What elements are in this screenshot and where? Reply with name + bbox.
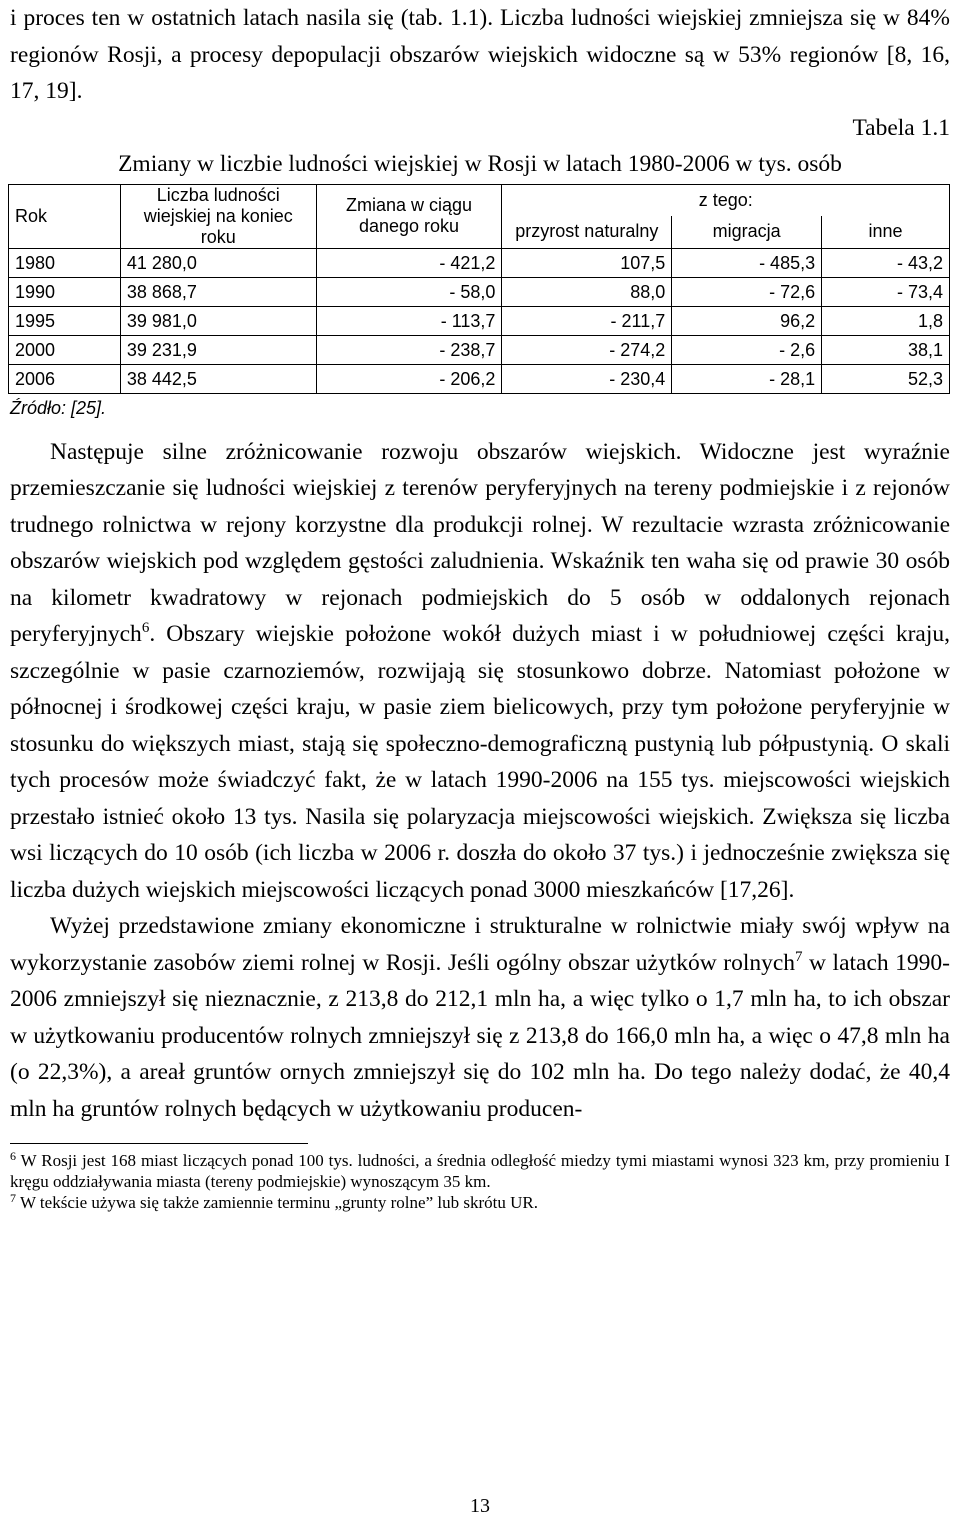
footnote-ref-7[interactable]: 7 (795, 948, 803, 965)
footnote-7 (10, 1192, 950, 1213)
header-natural: przyrost naturalny (502, 216, 672, 248)
header-of-which: z tego: (502, 184, 950, 216)
table-row (9, 306, 950, 335)
cell-year: 2000 (9, 335, 121, 364)
cell-year: 2006 (9, 364, 121, 393)
page-number: 13 (470, 1495, 490, 1517)
header-population: Liczba ludności wiejskiej na koniec roku (120, 184, 316, 248)
table-title: Zmiany w liczbie ludności wiejskiej w Rosji w latach 1980-2006 w tys. osób (118, 150, 842, 177)
cell-natural: - 211,7 (502, 306, 672, 335)
cell-population: 39 231,9 (120, 335, 316, 364)
cell-change: - 238,7 (316, 335, 502, 364)
cell-year: 1990 (9, 277, 121, 306)
header-year: Rok (9, 184, 121, 248)
header-other: inne (822, 216, 950, 248)
cell-other: 52,3 (822, 364, 950, 393)
footnote-text: W Rosji jest 168 miast liczących ponad 100 tys. ludności, a średnia odległość miedzy tymi miastami wynosi 323 km, przy promieniu I kręgu oddziaływania miasta (tereny podmiejskie) wynoszącym 35 km. (10, 1151, 950, 1191)
footnote-divider (10, 1143, 308, 1144)
table-row (9, 364, 950, 393)
paragraph-rural-differentiation (10, 434, 950, 909)
cell-other: 38,1 (822, 335, 950, 364)
cell-migration: 96,2 (672, 306, 822, 335)
cell-population: 38 442,5 (120, 364, 316, 393)
cell-other: - 73,4 (822, 277, 950, 306)
paragraph-text: Następuje silne zróżnicowanie rozwoju obszarów wiejskich. Widoczne jest wyraźnie przemieszczanie się ludności wiejskiej z terenów peryferyjnych na tereny podmiejskie i z rejonów trudnego rolnictwa w rejony korzystne dla produkcji rolnej. W rezultacie wzrasta zróżnicowanie obszarów wiejskich pod względem gęstości zaludnienia. Wskaźnik ten waha się od prawie 30 osób na kilometr kwadratowy w rejonach podmiejskich do 5 osób w oddalonych rejonach peryferyjnych (10, 438, 950, 647)
cell-year: 1980 (9, 248, 121, 277)
population-table (8, 184, 950, 394)
paragraph-land-use (10, 908, 950, 1127)
cell-change: - 113,7 (316, 306, 502, 335)
footnote-6 (10, 1150, 950, 1192)
cell-other: - 43,2 (822, 248, 950, 277)
cell-change: - 58,0 (316, 277, 502, 306)
cell-population: 39 981,0 (120, 306, 316, 335)
cell-other: 1,8 (822, 306, 950, 335)
cell-natural: 88,0 (502, 277, 672, 306)
cell-population: 41 280,0 (120, 248, 316, 277)
footnote-mark: 6 (10, 1149, 16, 1163)
table-header-row (9, 184, 950, 216)
cell-migration: - 2,6 (672, 335, 822, 364)
cell-year: 1995 (9, 306, 121, 335)
paragraph-text: Wyżej przedstawione zmiany ekonomiczne i strukturalne w rolnictwie miały swój wpływ na wykorzystanie zasobów ziemi rolnej w Rosji. Jeśli ogólny obszar użytków rolnych (10, 913, 950, 976)
table-row (9, 248, 950, 277)
table-number: Tabela 1.1 (852, 114, 950, 141)
footnotes (10, 1150, 950, 1213)
footnote-ref-6[interactable]: 6 (141, 620, 150, 636)
intro-paragraph: i proces ten w ostatnich latach nasila się (tab. 1.1). Liczba ludności wiejskiej zmniejsza się w 84% regionów Rosji, a procesy depopulacji obszarów wiejskich widoczne są w 53% regionów [8, 16, 17, 19]. (10, 5, 950, 104)
cell-migration: - 28,1 (672, 364, 822, 393)
table-row (9, 277, 950, 306)
cell-change: - 206,2 (316, 364, 502, 393)
cell-migration: - 72,6 (672, 277, 822, 306)
header-migration: migracja (672, 216, 822, 248)
paragraph-text: . Obszary wiejskie położone wokół dużych miast i w południowej części kraju, szczególnie w pasie czarnoziemów, rozwijają się stosunkowo dobrze. Natomiast położone w północnej i środkowej części kraju, w pasie ziem bielicowych, przy tym położone peryferyjnie w stosunku do większych miast, stają się społeczno-demograficzną pustynią lub półpustynią. O skali tych procesów może świadczyć fakt, że w latach 1990-2006 na 155 tys. miejscowości wiejskich przestało istnieć około 13 tys. Nasila się polaryzacja miejscowości wiejskich. Zwiększa się liczba wsi liczących do 10 osób (ich liczba w 2006 r. doszła do około 37 tys.) i jednocześnie zwiększa się liczba dużych wiejskich miejscowości liczących ponad 3000 mieszkańców [17,26]. (10, 621, 950, 903)
header-change: Zmiana w ciągu danego roku (316, 184, 502, 248)
footnote-text: W tekście używa się także zamiennie terminu „grunty rolne” lub skrótu UR. (16, 1193, 538, 1212)
table-row (9, 335, 950, 364)
page (10, 0, 950, 1213)
cell-migration: - 485,3 (672, 248, 822, 277)
cell-natural: - 230,4 (502, 364, 672, 393)
cell-population: 38 868,7 (120, 277, 316, 306)
cell-natural: 107,5 (502, 248, 672, 277)
footnote-mark: 7 (10, 1191, 16, 1205)
paragraph-text: w latach 1990-2006 zmniejszył się nieznacznie, z 213,8 do 212,1 mln ha, a więc tylko o 1,7 mln ha, to ich obszar w użytkowaniu producentów rolnych zmniejszył się z 213,8 do 166,0 mln ha, a więc o 47,8 mln ha (o 22,3%), a areał gruntów ornych zmniejszył się do 102 mln ha. Do tego należy dodać, że 40,4 mln ha gruntów rolnych będących w użytkowaniu producen- (10, 949, 950, 1122)
cell-natural: - 274,2 (502, 335, 672, 364)
cell-change: - 421,2 (316, 248, 502, 277)
table-source: Źródło: [25]. (10, 397, 107, 418)
